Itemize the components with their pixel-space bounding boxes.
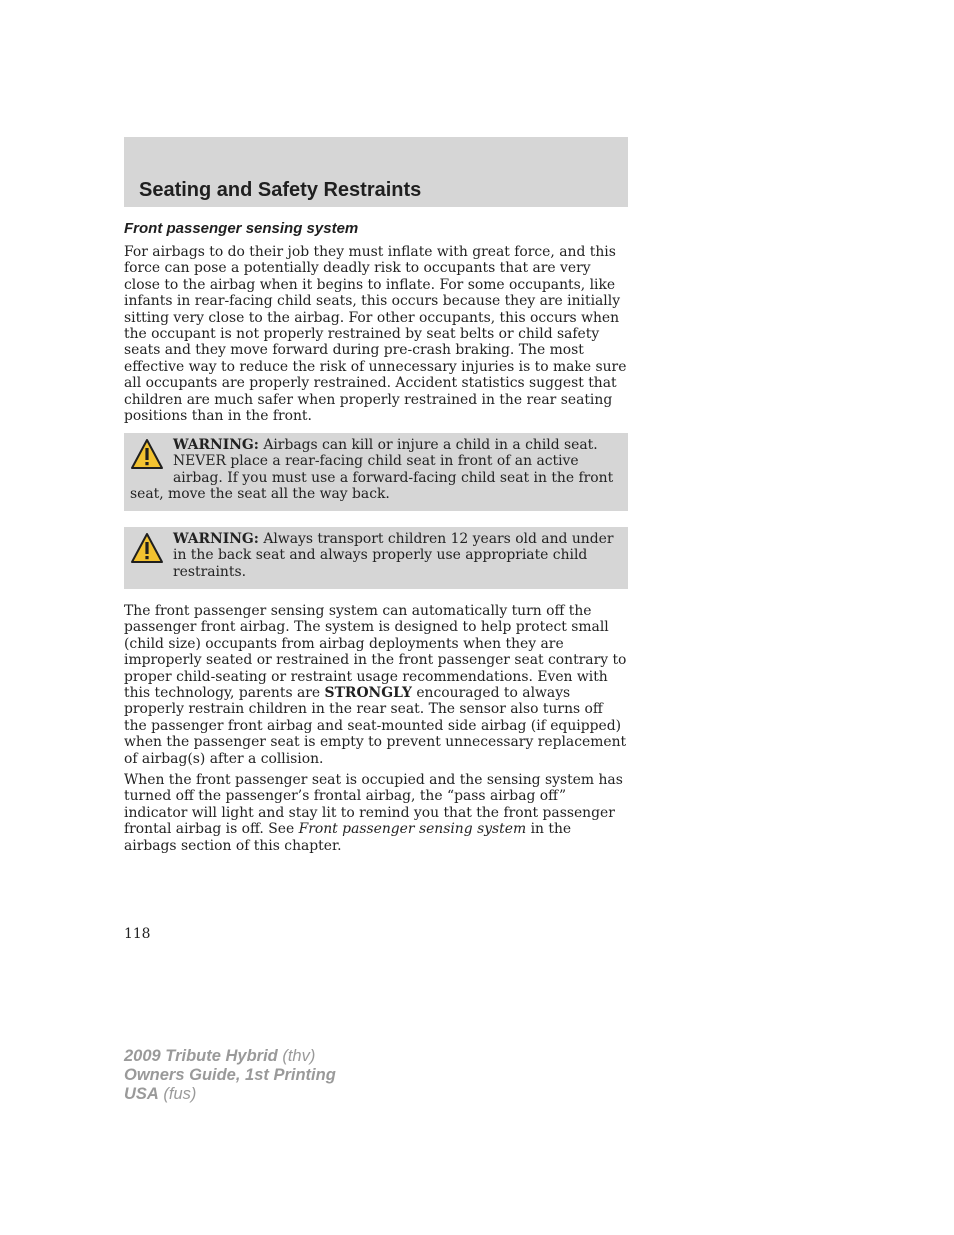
warning-label: WARNING: [173, 531, 259, 547]
section-heading: Front passenger sensing system [124, 220, 359, 237]
occupied-text-start: When the front passenger seat is occupied and the sensing system has turned off the passenger’s frontal airbag, the “pass airbag off” indicator will light and stay lit to remind you that the front passenger frontal airbag is off. See [124, 772, 623, 838]
warning-text-1 [130, 437, 620, 503]
warning-box-2 [124, 527, 628, 589]
sensing-text-start: The front passenger sensing system can automatically turn off the passenger front airbag. The system is designed to help protect small (child size) occupants from airbag deployments when they are improperly seated or restrained in the front passenger seat contrary to proper child-seating or restraint usage recommendations. Even with this technology, parents are [124, 603, 627, 702]
footer-model-code: (thv) [277, 1047, 316, 1065]
warning-body: Airbags can kill or injure a child in a child seat. NEVER place a rear-facing child seat in front of an active airbag. If you must use a forward-facing child seat in the front seat, move the seat all the way back. [130, 437, 614, 503]
sensing-system-paragraph [124, 603, 628, 767]
occupied-text-end: in the airbags section of this chapter. [124, 821, 572, 854]
emphasis-strongly: STRONGLY [324, 685, 412, 702]
warning-triangle-icon [130, 532, 164, 566]
footer-line-3 [124, 1085, 336, 1104]
warning-label: WARNING: [173, 437, 259, 453]
footer [124, 1047, 336, 1104]
footer-line-1 [124, 1047, 336, 1066]
header-band [124, 137, 628, 207]
footer-model: 2009 Tribute Hybrid [124, 1047, 278, 1065]
page-number: 118 [124, 926, 151, 942]
footer-line-2 [124, 1066, 336, 1085]
seat-occupied-paragraph [124, 772, 628, 854]
intro-paragraph: For airbags to do their job they must inflate with great force, and this force can pose a potentially deadly risk to occupants that are very close to the airbag when it begins to inflate. For some occupants, like infants in rear-facing child seats, this occurs because they are initially sitting very close to the airbag. For other occupants, this occurs when the occupant is not properly restrained by seat belts or child safety seats and they move forward during pre-crash braking. The most effective way to reduce the risk of unnecessary injuries is to make sure all occupants are properly restrained. Accident statistics suggest that children are much safer when properly restrained in the rear seating positions than in the front. [124, 244, 627, 425]
page-title: Seating and Safety Restraints [139, 179, 422, 201]
sensing-text-end: encouraged to always properly restrain children in the rear seat. The sensor also turns off the passenger front airbag and seat-mounted side airbag (if equipped) when the passenger seat is empty to prevent unnecessary replacement of airbag(s) after a collision. [124, 685, 627, 767]
cross-reference: Front passenger sensing system [298, 821, 527, 838]
warning-body: Always transport children 12 years old and under in the back seat and always properly use appropriate child restraints. [173, 531, 614, 580]
footer-market: USA [124, 1085, 159, 1103]
footer-market-code: (fus) [158, 1085, 197, 1103]
warning-triangle-icon [130, 438, 164, 472]
warning-box-1 [124, 433, 628, 511]
footer-edition: Owners Guide, 1st Printing [124, 1066, 336, 1084]
warning-text-2 [130, 531, 620, 580]
